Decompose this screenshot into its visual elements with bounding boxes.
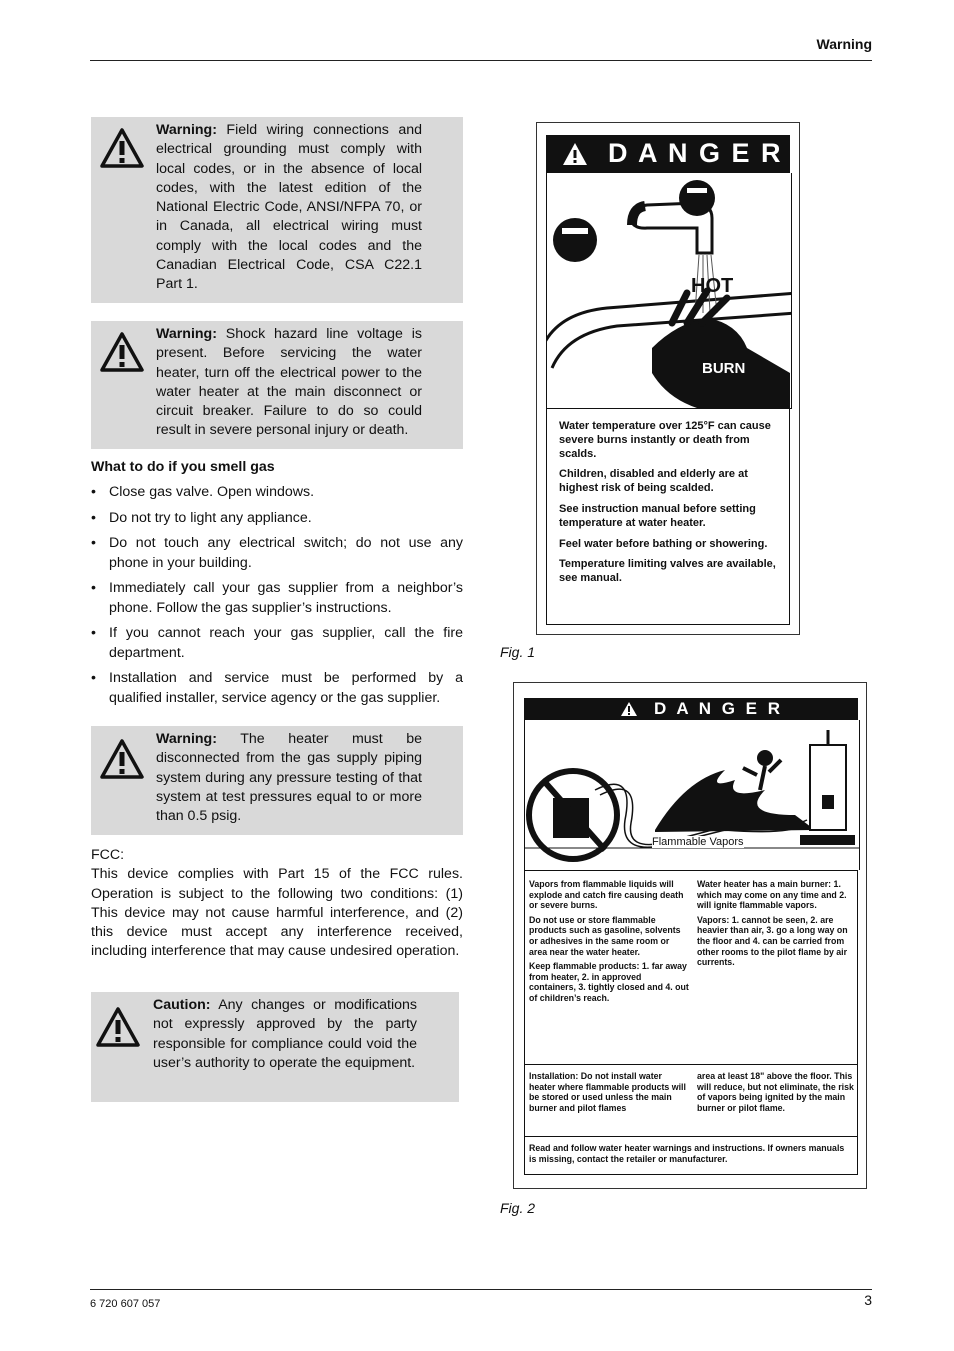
burn-label: BURN bbox=[702, 360, 746, 377]
scald-illustration bbox=[546, 173, 792, 409]
danger-line: Vapors: 1. cannot be seen, 2. are heavier than air, 3. go a long way on the floor and 4. can be carried from other rooms to the pilot flame by air currents. bbox=[697, 914, 848, 968]
danger-line: Water temperature over 125°F can cause severe burns instantly or death from scalds. bbox=[559, 420, 771, 460]
flammable-illustration bbox=[524, 720, 860, 870]
caution-text bbox=[153, 996, 417, 1073]
faucet-burn-icon bbox=[547, 173, 791, 408]
danger-line: Vapors from flammable liquids will explode and catch fire causing death or severe burns. bbox=[529, 879, 684, 911]
figure-1-scald-danger-label bbox=[536, 122, 800, 635]
caution-body: Any changes or modifications not expressly approved by the party responsible for compliance could void the user’s authority to operate the equipment. bbox=[153, 997, 417, 1071]
warning-triangle-icon bbox=[620, 701, 638, 717]
warning-box-shock bbox=[91, 321, 463, 449]
hot-label: HOT bbox=[691, 275, 734, 297]
danger-line: Water heater has a main burner: 1. which may come on any time and 2. will ignite flammable vapors. bbox=[697, 879, 847, 911]
danger-line: Keep flammable products: 1. far away from heater, 2. in approved containers, 3. tightly closed and 4. out of children’s reach. bbox=[529, 961, 689, 1003]
figure-2-flammable-danger-label bbox=[513, 682, 867, 1189]
list-item: • If you cannot reach your gas supplier, call the fire department. bbox=[91, 624, 463, 663]
warning-triangle-icon bbox=[99, 331, 145, 373]
warning-body: The heater must be disconnected from the gas supply piping system during any pressure testing of that system at test pressures equal to or more than 0.5 psig. bbox=[156, 731, 423, 825]
list-item: • Do not touch any electrical switch; do not use any phone in your building. bbox=[91, 534, 463, 573]
warning-text bbox=[156, 325, 422, 441]
danger-title: D A N G E R bbox=[608, 138, 783, 168]
scald-warning-text bbox=[546, 408, 790, 625]
danger-line: Feel water before bathing or showering. bbox=[559, 537, 768, 550]
warning-box-pressure-test bbox=[91, 726, 463, 835]
installation-text bbox=[524, 1065, 858, 1137]
left-column bbox=[529, 879, 689, 1008]
header-section-title: Warning bbox=[816, 36, 872, 52]
figure-1-caption: Fig. 1 bbox=[500, 644, 536, 660]
document-number: 6 720 607 057 bbox=[90, 1298, 161, 1310]
warning-triangle-icon bbox=[95, 1006, 141, 1048]
install-right: area at least 18" above the floor. This will reduce, but not eliminate, the risk of vapors being ignited by the main burner or pilot flame. bbox=[697, 1071, 854, 1113]
warning-triangle-icon bbox=[99, 127, 145, 169]
warning-triangle-icon bbox=[562, 142, 588, 166]
warning-text bbox=[156, 121, 422, 295]
danger-banner bbox=[546, 135, 790, 173]
fcc-heading: FCC: bbox=[91, 847, 125, 863]
danger-banner bbox=[524, 698, 858, 720]
gas-section-title: What to do if you smell gas bbox=[91, 459, 275, 475]
flammable-warning-text bbox=[524, 870, 858, 1065]
caution-box bbox=[91, 992, 459, 1102]
warning-label: Warning: bbox=[156, 122, 217, 138]
warning-label: Warning: bbox=[156, 326, 217, 342]
figure-2-caption: Fig. 2 bbox=[500, 1200, 536, 1216]
fcc-text: This device complies with Part 15 of the FCC rules. Operation is subject to the following two conditions: (1) This device may not cause harmful interference, and (2) this device must accept any interference received, including interference that may cause undesired operation. bbox=[91, 866, 463, 960]
danger-line: Children, disabled and elderly are at highest risk of being scalded. bbox=[559, 468, 748, 495]
list-item: • Do not try to light any appliance. bbox=[91, 509, 463, 529]
danger-line: See instruction manual before setting temperature at water heater. bbox=[559, 502, 756, 529]
warning-body: Field wiring connections and electrical grounding must comply with local codes, or in the absence of local codes, with the latest edition of the National Electric Code, ANSI/NFPA 70, or in Canada, all electrical wiring must comply with the local codes and the Canadian Electrical Code, CSA C22.1 Part 1. bbox=[156, 122, 422, 293]
list-item: • Installation and service must be performed by a qualified installer, service agency or the gas supplier. bbox=[91, 669, 463, 708]
page-header bbox=[90, 36, 872, 61]
list-item: • Close gas valve. Open windows. bbox=[91, 483, 463, 503]
warning-box-wiring bbox=[91, 117, 463, 303]
warning-text bbox=[156, 730, 422, 826]
warning-triangle-icon bbox=[99, 738, 145, 780]
label-footer-text: Read and follow water heater warnings and instructions. If owners manuals is missing, contact the retailer or manufacturer. bbox=[524, 1137, 858, 1175]
page-number: 3 bbox=[864, 1292, 872, 1308]
caution-label: Caution: bbox=[153, 997, 211, 1013]
install-left: Installation: Do not install water heater where flammable products will be stored or used unless the main burner and pilot flames bbox=[529, 1071, 686, 1113]
danger-line: Do not use or store flammable products such as gasoline, solvents or adhesives in the same room or area near the water heater. bbox=[529, 914, 681, 957]
warning-label: Warning: bbox=[156, 731, 217, 747]
danger-line: Temperature limiting valves are available, see manual. bbox=[559, 558, 776, 585]
danger-title: D A N G E R bbox=[654, 699, 784, 718]
page-footer bbox=[90, 1289, 872, 1320]
right-column bbox=[697, 879, 855, 972]
list-item: • Immediately call your gas supplier from a neighbor’s phone. Follow the gas supplier’s instructions. bbox=[91, 579, 463, 618]
fcc-statement bbox=[91, 846, 463, 962]
flammable-vapors-label: Flammable Vapors bbox=[652, 836, 744, 848]
gas-instructions-list bbox=[91, 483, 463, 714]
warning-body: Shock hazard line voltage is present. Before servicing the water heater, turn off the electrical power to the water heater at the main disconnect or circuit breaker. Failure to do so could result in severe personal injury or death. bbox=[156, 326, 422, 439]
